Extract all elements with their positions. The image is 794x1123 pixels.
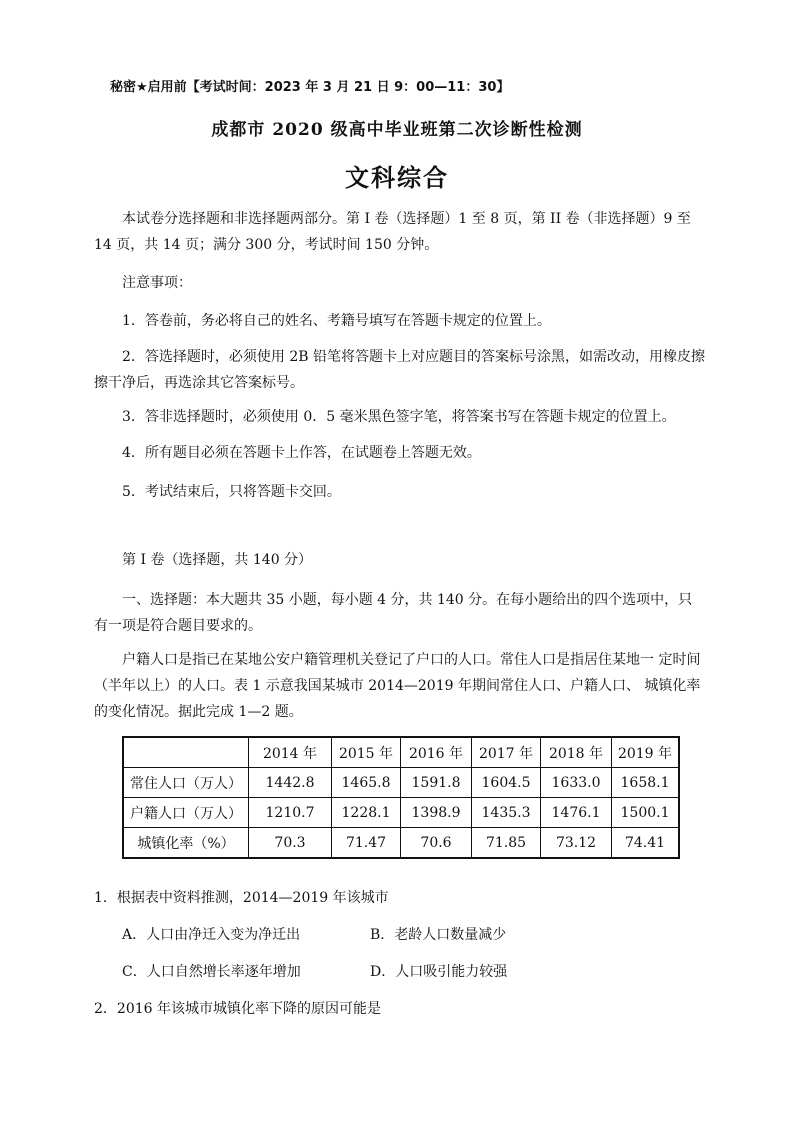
question-1-option-c: C．人口自然增长率逐年增加: [122, 964, 301, 980]
notice-item: 2．答选择题时，必须使用 2B 铅笔将答题卡上对应题目的答案标号涂黑，如需改动，用橡皮擦擦干净后，再选涂其它答案标号。: [94, 349, 706, 391]
table-cell: 1442.8: [249, 768, 332, 798]
table-cell: 1398.9: [401, 798, 472, 828]
table-cell: 城镇化率（%）: [123, 828, 249, 859]
exam-title: 成都市 2020 级高中毕业班第二次诊断性检测: [211, 120, 583, 140]
confidential-header: 秘密★启用前【考试时间：2023 年 3 月 21 日 9：00—11：30】: [110, 80, 510, 95]
table-cell: 73.12: [541, 828, 612, 859]
table-cell: 1591.8: [401, 768, 472, 798]
population-table: [122, 736, 680, 859]
question-1-option-b: B．老龄人口数量减少: [370, 927, 507, 943]
table-cell: 1476.1: [541, 798, 612, 828]
intro-paragraph: 本试卷分选择题和非选择题两部分。第 I 卷（选择题）1 至 8 页，第 II 卷（非选择题）9 至 14 页，共 14 页；满分 300 分，考试时间 150 分钟。: [94, 211, 691, 253]
material-paragraph: 户籍人口是指已在某地公安户籍管理机关登记了户口的人口。常住人口是指居住某地一 定时间（半年以上）的人口。表 1 示意我国某城市 2014—2019 年期间常住人口、户籍人口、 城镇化率的变化情况。据此完成 1—2 题。: [94, 652, 701, 720]
table-cell: [123, 737, 249, 768]
table-cell: 1633.0: [541, 768, 612, 798]
table-cell: 2014 年: [249, 737, 332, 768]
table-cell: 2019 年: [612, 737, 680, 768]
table-cell: 70.6: [401, 828, 472, 859]
table-cell: 常住人口（万人）: [123, 768, 249, 798]
subject-title: 文科综合: [345, 164, 449, 192]
volume-heading: 第 I 卷（选择题，共 140 分）: [122, 552, 313, 568]
table-cell: 2017 年: [472, 737, 541, 768]
notice-item: 3．答非选择题时，必须使用 0．5 毫米黑色签字笔，将答案书写在答题卡规定的位置上。: [122, 409, 676, 425]
table-cell: 70.3: [249, 828, 332, 859]
question-1-option-d: D．人口吸引能力较强: [370, 964, 508, 980]
question-2-stem: 2．2016 年该城市城镇化率下降的原因可能是: [94, 1001, 381, 1017]
table-cell: 1604.5: [472, 768, 541, 798]
table-cell: 71.47: [332, 828, 401, 859]
table-header-row: [123, 737, 679, 768]
question-1-stem: 1．根据表中资料推测，2014—2019 年该城市: [94, 890, 389, 906]
notice-item: 1．答卷前，务必将自己的姓名、考籍号填写在答题卡规定的位置上。: [122, 313, 551, 329]
table-cell: 1658.1: [612, 768, 680, 798]
notice-item: 5．考试结束后，只将答题卡交回。: [122, 484, 341, 500]
table-cell: 2015 年: [332, 737, 401, 768]
table-cell: 1435.3: [472, 798, 541, 828]
table-cell: 2016 年: [401, 737, 472, 768]
table-cell: 2018 年: [541, 737, 612, 768]
table-cell: 1465.8: [332, 768, 401, 798]
table-row: [123, 828, 679, 859]
section-instructions: 一、选择题：本大题共 35 小题，每小题 4 分，共 140 分。在每小题给出的四个选项中，只 有一项是符合题目要求的。: [94, 592, 693, 634]
table-cell: 1228.1: [332, 798, 401, 828]
question-1-option-a: A．人口由净迁入变为净迁出: [122, 927, 301, 943]
notice-item: 4．所有题目必须在答题卡上作答，在试题卷上答题无效。: [122, 445, 481, 461]
table-row: [123, 798, 679, 828]
table-cell: 户籍人口（万人）: [123, 798, 249, 828]
table-row: [123, 768, 679, 798]
table-cell: 74.41: [612, 828, 680, 859]
table-cell: 1210.7: [249, 798, 332, 828]
table-cell: 71.85: [472, 828, 541, 859]
notice-heading: 注意事项：: [122, 275, 192, 291]
table-cell: 1500.1: [612, 798, 680, 828]
